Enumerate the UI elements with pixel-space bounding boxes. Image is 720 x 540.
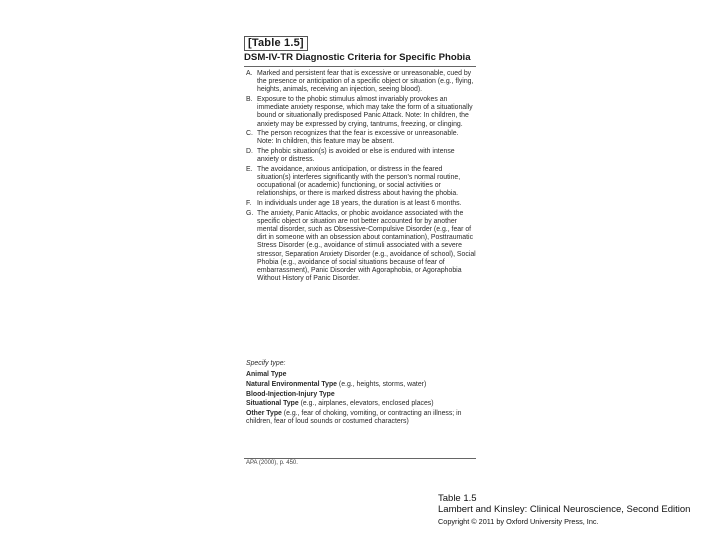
type-row — [246, 410, 476, 426]
specify-section — [246, 360, 476, 428]
table-figure — [242, 34, 478, 468]
criterion-letter: B. — [246, 96, 253, 103]
criterion-g — [246, 210, 476, 284]
type-name: Other Type — [246, 410, 282, 418]
criterion-text: In individuals under age 18 years, the duration is at least 6 months. — [257, 200, 462, 207]
specify-heading: Specify type: — [246, 360, 286, 367]
type-name: Situational Type — [246, 400, 299, 408]
criterion-f — [246, 200, 476, 208]
criterion-text: Marked and persistent fear that is excessive or unreasonable, cued by the presence or anticipation of a specific object or situation (e.g., flying, heights, animals, receiving an injection, seeing blood). — [257, 70, 474, 94]
type-name: Blood-Injection-Injury Type — [246, 390, 335, 398]
criterion-letter: D. — [246, 148, 253, 155]
table-title: DSM-IV-TR Diagnostic Criteria for Specific Phobia — [244, 52, 471, 63]
type-name: Animal Type — [246, 371, 287, 379]
slide-caption — [438, 493, 720, 527]
criterion-letter: G. — [246, 209, 254, 217]
criteria-list — [246, 70, 476, 285]
title-rule — [244, 66, 476, 67]
criterion-text: Exposure to the phobic stimulus almost invariably provokes an immediate anxiety response, which may take the form of a situationally bound or situationally predisposed Panic Attack. Note: In children, the anxiety may be expressed by crying, tantrums, freezing, or clinging. — [257, 96, 473, 128]
type-desc: (e.g., fear of choking, vomiting, or contracting an illness; in children, fear of loud sounds or costumed characters) — [246, 410, 462, 426]
type-desc: (e.g., heights, storms, water) — [337, 380, 427, 388]
criterion-letter: E. — [246, 165, 253, 173]
caption-copyright: Copyright © 2011 by Oxford University Press, Inc. — [438, 517, 599, 526]
footer-rule — [244, 458, 476, 459]
type-desc: (e.g., airplanes, elevators, enclosed places) — [298, 400, 434, 408]
criterion-d — [246, 148, 476, 164]
criterion-c — [246, 130, 476, 146]
criterion-letter: C. — [246, 130, 253, 138]
criterion-text: The anxiety, Panic Attacks, or phobic avoidance associated with the specific object or situation are not better accounted for by another mental disorder, such as Obsessive-Compulsive Disorder (e.g., fear of dirt in someone with an obsession about contamination), Posttraumatic Stress Disorder (e.g., avoidance of stimuli associated with a severe stressor, Separation Anxiety Disorder (e.g., avoidance of school), Social Phobia (e.g., avoidance of social situations because of fear of embarrassment), Panic Disorder with Agoraphobia, or Agoraphobia Without History of Panic Disorder. — [257, 209, 476, 283]
criterion-text: The person recognizes that the fear is excessive or unreasonable. Note: In children, this feature may be absent. — [257, 130, 459, 146]
criterion-e — [246, 166, 476, 199]
type-row — [246, 371, 476, 379]
criterion-text: The avoidance, anxious anticipation, or distress in the feared situation(s) interferes significantly with the person's normal routine, occupational (or academic) functioning, or social activities or relationships, or there is marked distress about having the phobia. — [257, 165, 461, 198]
caption-book-title: Lambert and Kinsley: Clinical Neuroscience, Second Edition — [438, 504, 691, 515]
criterion-b — [246, 96, 476, 129]
criterion-text: The phobic situation(s) is avoided or else is endured with intense anxiety or distress. — [257, 148, 455, 164]
table-label: [Table 1.5] — [244, 36, 308, 51]
type-name: Natural Environmental Type — [246, 380, 338, 388]
source-note: APA (2000), p. 450. — [246, 460, 298, 466]
criterion-letter: F. — [246, 200, 252, 207]
type-row — [246, 391, 476, 399]
criterion-letter: A. — [246, 70, 253, 77]
type-row — [246, 400, 476, 408]
type-row — [246, 381, 476, 389]
caption-table-number: Table 1.5 — [438, 493, 477, 504]
criterion-a — [246, 70, 476, 95]
